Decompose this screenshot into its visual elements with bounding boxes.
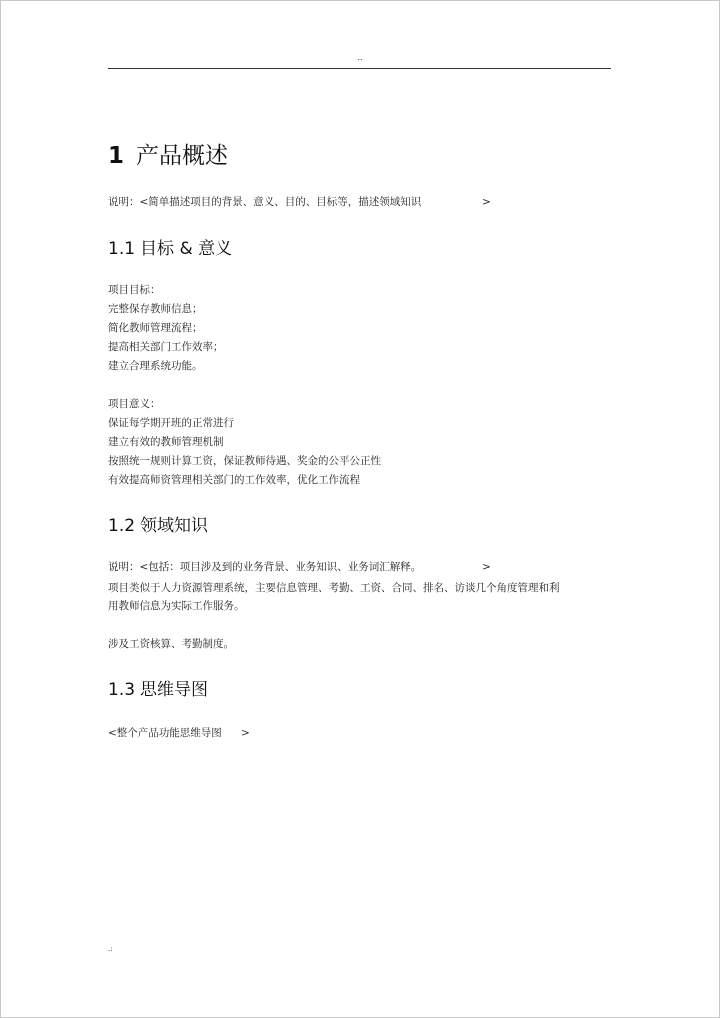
list-item: 按照统一规则计算工资，保证教师待遇、奖金的公平公正性 xyxy=(108,455,381,467)
section-1-3-number: 1.3 xyxy=(108,680,136,700)
list-item: 建立有效的教师管理机制 xyxy=(108,436,224,448)
section-1-2-number: 1.2 xyxy=(108,516,136,536)
section-1-2-paragraph: 项目类似于人力资源管理系统，主要信息管理、考勤、工资、合同、排名、访谈几个角度管理和利用教师信息为实际工作服务。 xyxy=(108,582,560,612)
section-1-title: 产品概述 xyxy=(136,143,229,169)
section-1-heading xyxy=(108,140,228,172)
section-1-1-number: 1.1 xyxy=(108,239,136,259)
section-1-number: 1 xyxy=(108,143,125,169)
section-1-3-note-close: > xyxy=(241,727,250,739)
list-item: 提高相关部门工作效率； xyxy=(108,341,224,353)
list-item: 简化教师管理流程； xyxy=(108,322,203,334)
section-1-2-note: 说明：<包括：项目涉及到的业务背景、业务知识、业务词汇解释。 xyxy=(108,561,422,573)
list-item: 完整保存教师信息； xyxy=(108,303,203,315)
goals-title: 项目目标： xyxy=(108,284,161,296)
footer-mark: .: xyxy=(108,945,113,953)
section-1-2-note-close: > xyxy=(482,561,491,573)
meaning-list xyxy=(108,395,381,490)
list-item: 建立合理系统功能。 xyxy=(108,360,203,372)
section-1-1-heading xyxy=(108,238,232,260)
section-1-3-title: 思维导图 xyxy=(140,680,209,700)
section-1-note-close: > xyxy=(482,196,491,208)
section-1-2-title: 领域知识 xyxy=(140,516,209,536)
section-1-2-paragraph-2: 涉及工资核算、考勤制度。 xyxy=(108,638,234,650)
section-1-1-title: 目标 & 意义 xyxy=(140,239,233,259)
meaning-title: 项目意义： xyxy=(108,398,161,410)
list-item: 保证每学期开班的正常进行 xyxy=(108,417,234,429)
section-1-2-heading xyxy=(108,515,208,537)
goals-list xyxy=(108,281,224,376)
section-1-note: 说明：<简单描述项目的背景、意义、目的、目标等，描述领域知识 xyxy=(108,196,422,208)
header-rule xyxy=(108,68,611,69)
header-mark: .. xyxy=(357,53,363,62)
section-1-3-heading xyxy=(108,679,208,701)
list-item: 有效提高师资管理相关部门的工作效率，优化工作流程 xyxy=(108,474,360,486)
section-1-3-note: <整个产品功能思维导图 xyxy=(108,727,222,739)
